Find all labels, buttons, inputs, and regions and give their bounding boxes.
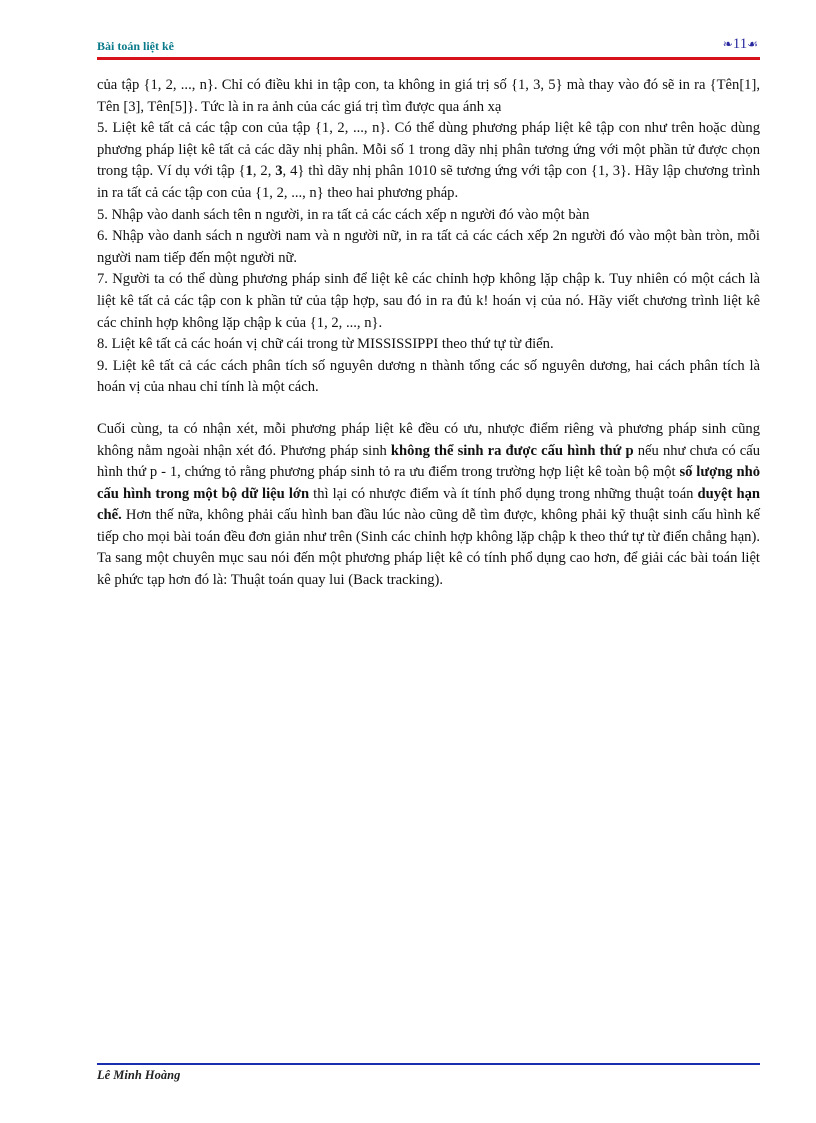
paragraph <box>97 334 760 356</box>
page-number <box>723 36 758 53</box>
text-run: 5. Nhập vào danh sách tên n người, in ra tất cả các cách xếp n người đó vào một bàn <box>97 206 590 223</box>
bold-text: duyệt hạn chế. <box>97 485 760 524</box>
text-run: của tập {1, 2, ..., n}. Chỉ có điều khi in tập con, ta không in giá trị số {1, 3, 5} mà thay vào đó sẽ in ra {Tên[1], Tên [3], Tên[5]}. Tức là in ra ảnh của các giá trị tìm được qua ánh xạ <box>97 77 760 115</box>
text-run: 9. Liệt kê tất cả các cách phân tích số nguyên dương n thành tổng các số nguyên dương, hai cách phân tích là hoán vị của nhau chỉ tính là một cách. <box>97 357 760 396</box>
running-header-title: Bài toán liệt kê <box>97 39 174 53</box>
paragraph-gap <box>97 399 760 419</box>
text-run: , 2, <box>252 163 276 180</box>
paragraph <box>97 356 760 399</box>
page-body <box>97 75 760 592</box>
text-run: , 4} thì dãy nhị phân 1010 sẽ tương ứng với tập con {1, 3}. Hãy lập chương trình in ra tất cả các tập con của {1, 2, ..., n} theo hai phương pháp. <box>97 163 760 201</box>
text-run: 5. Liệt kê tất cả các tập con của tập {1, 2, ..., n}. Có thể dùng phương pháp liệt kê tập con như trên hoặc dùng phương pháp liệt kê tất cả các dãy nhị phân. Mỗi số 1 trong dãy nhị phân tương ứng với một phần tử được chọn trong tập. Ví dụ với tập { <box>97 120 760 180</box>
bold-text: số lượng nhỏ cấu hình trong một bộ dữ liệu lớn <box>97 464 760 502</box>
paragraph <box>97 269 760 334</box>
paragraph <box>97 118 760 204</box>
text-run: nếu như chưa có cấu hình thứ p - 1, chứng tỏ rằng phương pháp sinh tỏ ra ưu điểm trong trường hợp liệt kê toàn bộ một <box>97 442 761 481</box>
text-run: 8. Liệt kê tất cả các hoán vị chữ cái trong từ MISSISSIPPI theo thứ tự từ điển. <box>97 336 554 353</box>
page-number-value: 11 <box>732 36 748 52</box>
footer-rule <box>97 1063 760 1065</box>
text-run: Hơn thế nữa, không phải cấu hình ban đầu lúc nào cũng dễ tìm được, không phải kỹ thuật sinh cấu hình kế tiếp cho mọi bài toán đều đơn giản như trên (Sinh các chỉnh hợp không lặp chập k theo thứ tự từ điển chẳng hạn). Ta sang một chuyên mục sau nói đến một phương pháp liệt kê có tính phổ dụng cao hơn, để giải các bài toán liệt kê phức tạp hơn đó là: Thuật toán quay lui (Back tracking). <box>97 507 760 589</box>
text-run: 7. Người ta có thể dùng phương pháp sinh để liệt kê các chỉnh hợp không lặp chập k. Tuy nhiên có một cách là liệt kê tất cả các tập con k phần tử của tập hợp, sau đó in ra đủ k! hoán vị của nó. Hãy viết chương trình liệt kê các chỉnh hợp không lặp chập k của {1, 2, ..., n}. <box>97 271 760 331</box>
text-run: thì lại có nhược điểm và ít tính phổ dụng trong những thuật toán <box>309 485 698 502</box>
ornament-left-icon: ❧ <box>722 37 733 51</box>
text-run: Cuối cùng, ta có nhận xét, mỗi phương pháp liệt kê đều có ưu, nhược điểm riêng và phương pháp sinh cũng không nằm ngoài nhận xét đó. Phương pháp sinh <box>97 420 760 459</box>
header-rule <box>97 57 760 60</box>
paragraph <box>97 205 760 227</box>
paragraph <box>97 419 760 592</box>
footer-author: Lê Minh Hoàng <box>97 1068 181 1082</box>
bold-text: 1 <box>245 163 253 180</box>
paragraph <box>97 226 760 269</box>
paragraph <box>97 75 760 118</box>
bold-text: không thể sinh ra được cấu hình thứ p <box>390 442 634 459</box>
ornament-right-icon: ☙ <box>747 37 758 51</box>
bold-text: 3 <box>275 163 283 180</box>
text-run: 6. Nhập vào danh sách n người nam và n người nữ, in ra tất cả các cách xếp 2n người đó vào một bàn tròn, mỗi người nam tiếp đến một người nữ. <box>97 228 760 266</box>
